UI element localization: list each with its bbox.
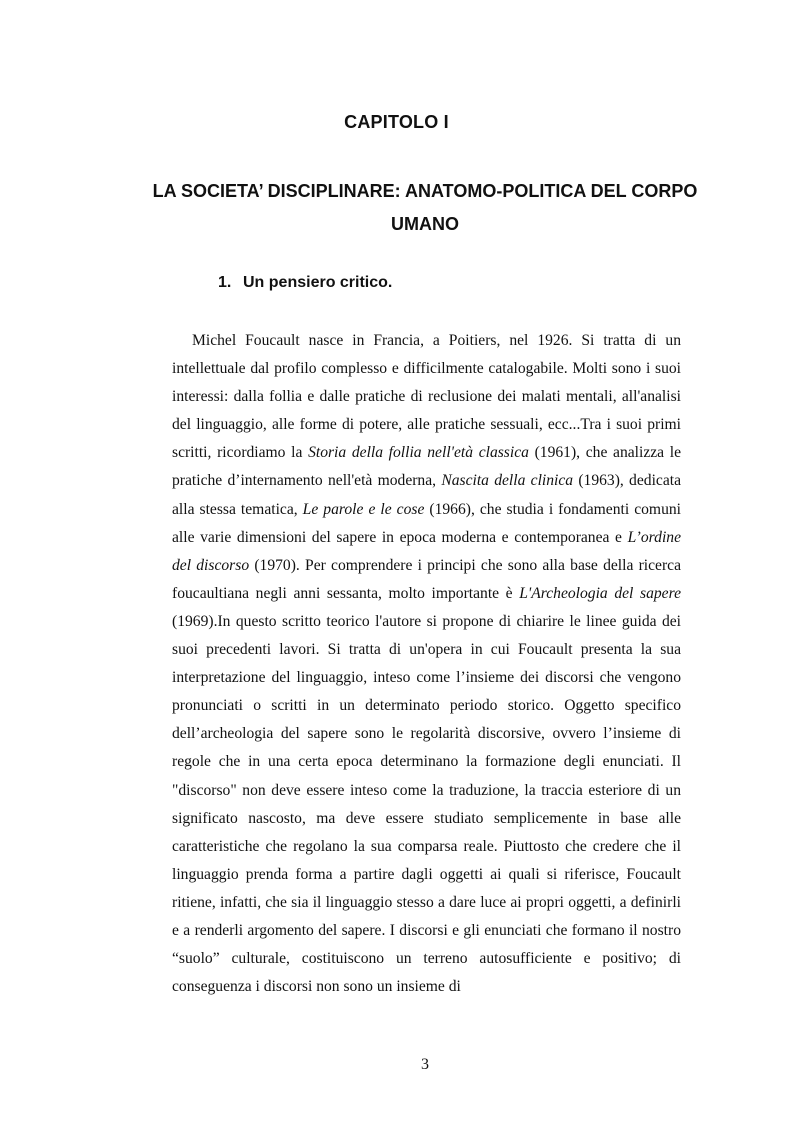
work-title: Le parole e le cose <box>302 500 425 518</box>
work-title: L’ordine del discorso <box>172 528 681 574</box>
work-title: Nascita della clinica <box>441 472 574 490</box>
body-text-segment: (1966), che studia i fondamenti comuni alle varie dimensioni del sapere in epoca moderna e contemporanea e <box>172 500 681 546</box>
body-paragraph <box>172 327 681 1001</box>
section-number: 1. <box>218 274 232 291</box>
body-text-segment: (1970). Per comprendere i principi che sono alla base della ricerca foucaultiana negli anni sessanta, molto importante è <box>172 556 681 602</box>
body-text-segment: (1961), che analizza le pratiche d’internamento nell'età moderna, <box>172 444 682 490</box>
page-number: 3 <box>421 1056 429 1073</box>
chapter-label: CAPITOLO I <box>344 112 449 132</box>
work-title: L'Archeologia del sapere <box>519 584 681 602</box>
body-text-segment: (1963), dedicata alla stessa tematica, <box>172 472 681 518</box>
chapter-title: LA SOCIETA’ DISCIPLINARE: ANATOMO-POLITICA DEL CORPO UMANO <box>152 181 698 234</box>
body-text-segment: (1969).In questo scritto teorico l'autore si propone di chiarire le linee guida dei suoi precedenti lavori. Si tratta di un'opera in cui Foucault presenta la sua interpretazione del linguaggio, inteso come l’insieme dei discorsi che vengono pronunciati o scritti in un determinato periodo storico. Oggetto specifico dell’archeologia del sapere sono le regolarità discorsive, ovvero l’insieme di regole che in una certa epoca determinano la formazione degli enunciati. Il "discorso" non deve essere inteso come la traduzione, la traccia esteriore di un significato nascosto, ma deve essere studiato semplicemente in base alle caratteristiche che regolano la sua comparsa reale. Piuttosto che credere che il linguaggio prenda forma a partire dagli oggetti ai quali si riferisce, Foucault ritiene, infatti, che sia il linguaggio stesso a dare luce ai propri oggetti, a definirli e a renderli argomento del sapere. I discorsi e gli enunciati che formano il nostro “suolo” culturale, costituiscono un terreno autosufficiente e positivo; di conseguenza i discorsi non sono un insieme di <box>172 612 681 996</box>
section-heading <box>218 274 392 292</box>
body-text-segment: Michel Foucault nasce in Francia, a Poitiers, nel 1926. Si tratta di un intellettuale dal profilo complesso e difficilmente catalogabile. Molti sono i suoi interessi: dalla follia e dalle pratiche di reclusione dei malati mentali, all'analisi del linguaggio, alle forme di potere, alle pratiche sessuali, ecc...Tra i suoi primi scritti, ricordiamo la <box>172 332 681 462</box>
section-title: Un pensiero critico. <box>243 274 393 291</box>
work-title: Storia della follia nell'età classica <box>308 444 529 462</box>
